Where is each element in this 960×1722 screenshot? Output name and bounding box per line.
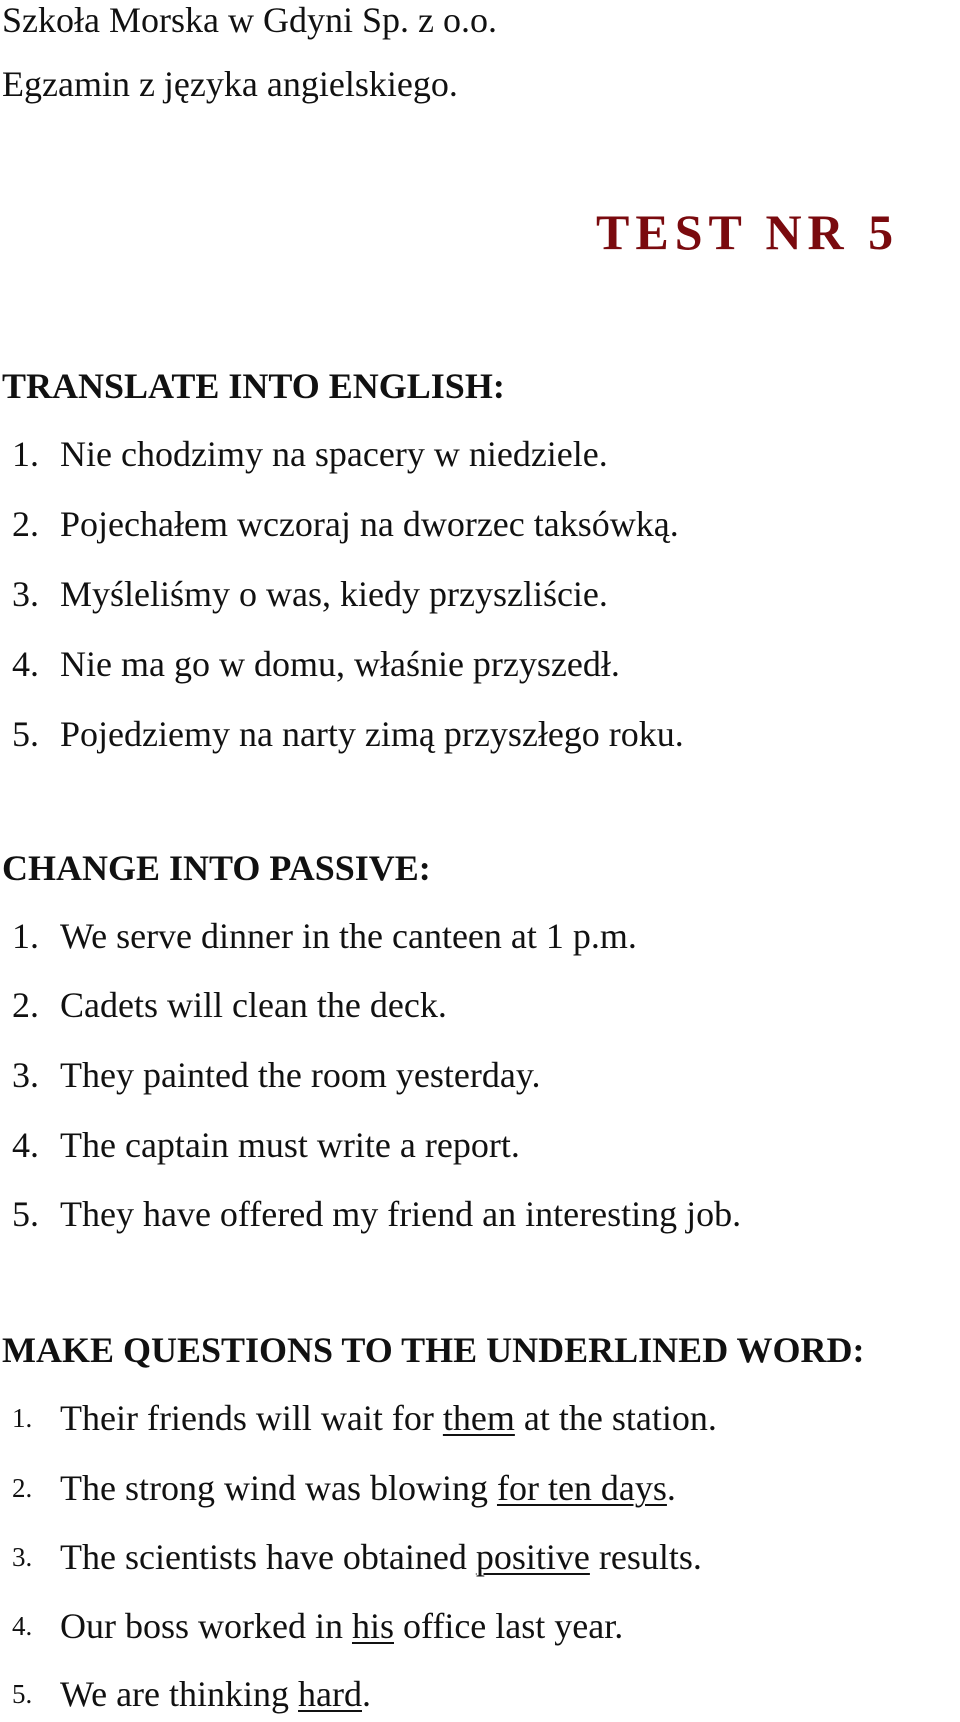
item-text: Myśleliśmy o was, kiedy przyszliście.: [60, 574, 608, 614]
section-title-translate: TRANSLATE INTO ENGLISH:: [2, 366, 505, 406]
item-number: 2.: [12, 1473, 33, 1503]
item-number: 3.: [12, 1542, 33, 1572]
text-before: Their friends will wait for: [60, 1398, 443, 1438]
underlined-word: for ten days: [496, 1468, 667, 1508]
underlined-word: positive: [475, 1537, 590, 1577]
item-number: 4.: [12, 1125, 39, 1165]
item-text: Cadets will clean the deck.: [60, 985, 447, 1025]
item-number: 4.: [12, 1611, 33, 1641]
item-number: 5.: [12, 1194, 39, 1234]
text-after: at the station.: [514, 1398, 717, 1438]
item-text: Pojechałem wczoraj na dworzec taksówką.: [60, 504, 679, 544]
test-title: TEST NR 5: [596, 204, 900, 260]
item-text: The captain must write a report.: [60, 1125, 520, 1165]
text-after: .: [362, 1674, 371, 1714]
item-text: Nie ma go w domu, właśnie przyszedł.: [60, 644, 620, 684]
item-number: 2.: [12, 504, 39, 544]
item-number: 5.: [12, 714, 39, 754]
item-text: [60, 1396, 717, 1440]
item-text: They painted the room yesterday.: [60, 1055, 541, 1095]
item-text: Pojedziemy na narty zimą przyszłego roku.: [60, 714, 684, 754]
item-number: 1.: [12, 434, 39, 474]
item-text: Nie chodzimy na spacery w niedziele.: [60, 434, 608, 474]
item-number: 5.: [12, 1679, 33, 1709]
text-after: results.: [589, 1537, 702, 1577]
text-before: Our boss worked in: [60, 1606, 352, 1646]
exam-subtitle: Egzamin z języka angielskiego.: [2, 64, 458, 104]
item-number: 4.: [12, 644, 39, 684]
item-number: 3.: [12, 1055, 39, 1095]
text-before: The scientists have obtained: [60, 1537, 476, 1577]
text-before: We are thinking: [60, 1674, 299, 1714]
underlined-word: them: [442, 1398, 515, 1438]
item-text: [60, 1604, 623, 1648]
item-number: 2.: [12, 985, 39, 1025]
text-after: .: [666, 1468, 676, 1508]
text-after: office last year.: [394, 1606, 624, 1646]
section-title-passive: CHANGE INTO PASSIVE:: [2, 848, 431, 888]
item-text: [60, 1535, 702, 1579]
underlined-word: hard: [298, 1674, 362, 1714]
item-number: 3.: [12, 574, 39, 614]
item-text: We serve dinner in the canteen at 1 p.m.: [60, 916, 637, 956]
item-number: 1.: [12, 916, 39, 956]
item-number: 1.: [12, 1403, 33, 1433]
item-text: They have offered my friend an interesting job.: [60, 1194, 742, 1234]
item-text: [60, 1466, 676, 1510]
school-name: Szkoła Morska w Gdyni Sp. z o.o.: [2, 0, 497, 40]
text-before: The strong wind was blowing: [60, 1468, 497, 1508]
item-text: [60, 1672, 371, 1716]
section-title-questions: MAKE QUESTIONS TO THE UNDERLINED WORD:: [2, 1330, 865, 1370]
underlined-word: his: [351, 1606, 394, 1646]
